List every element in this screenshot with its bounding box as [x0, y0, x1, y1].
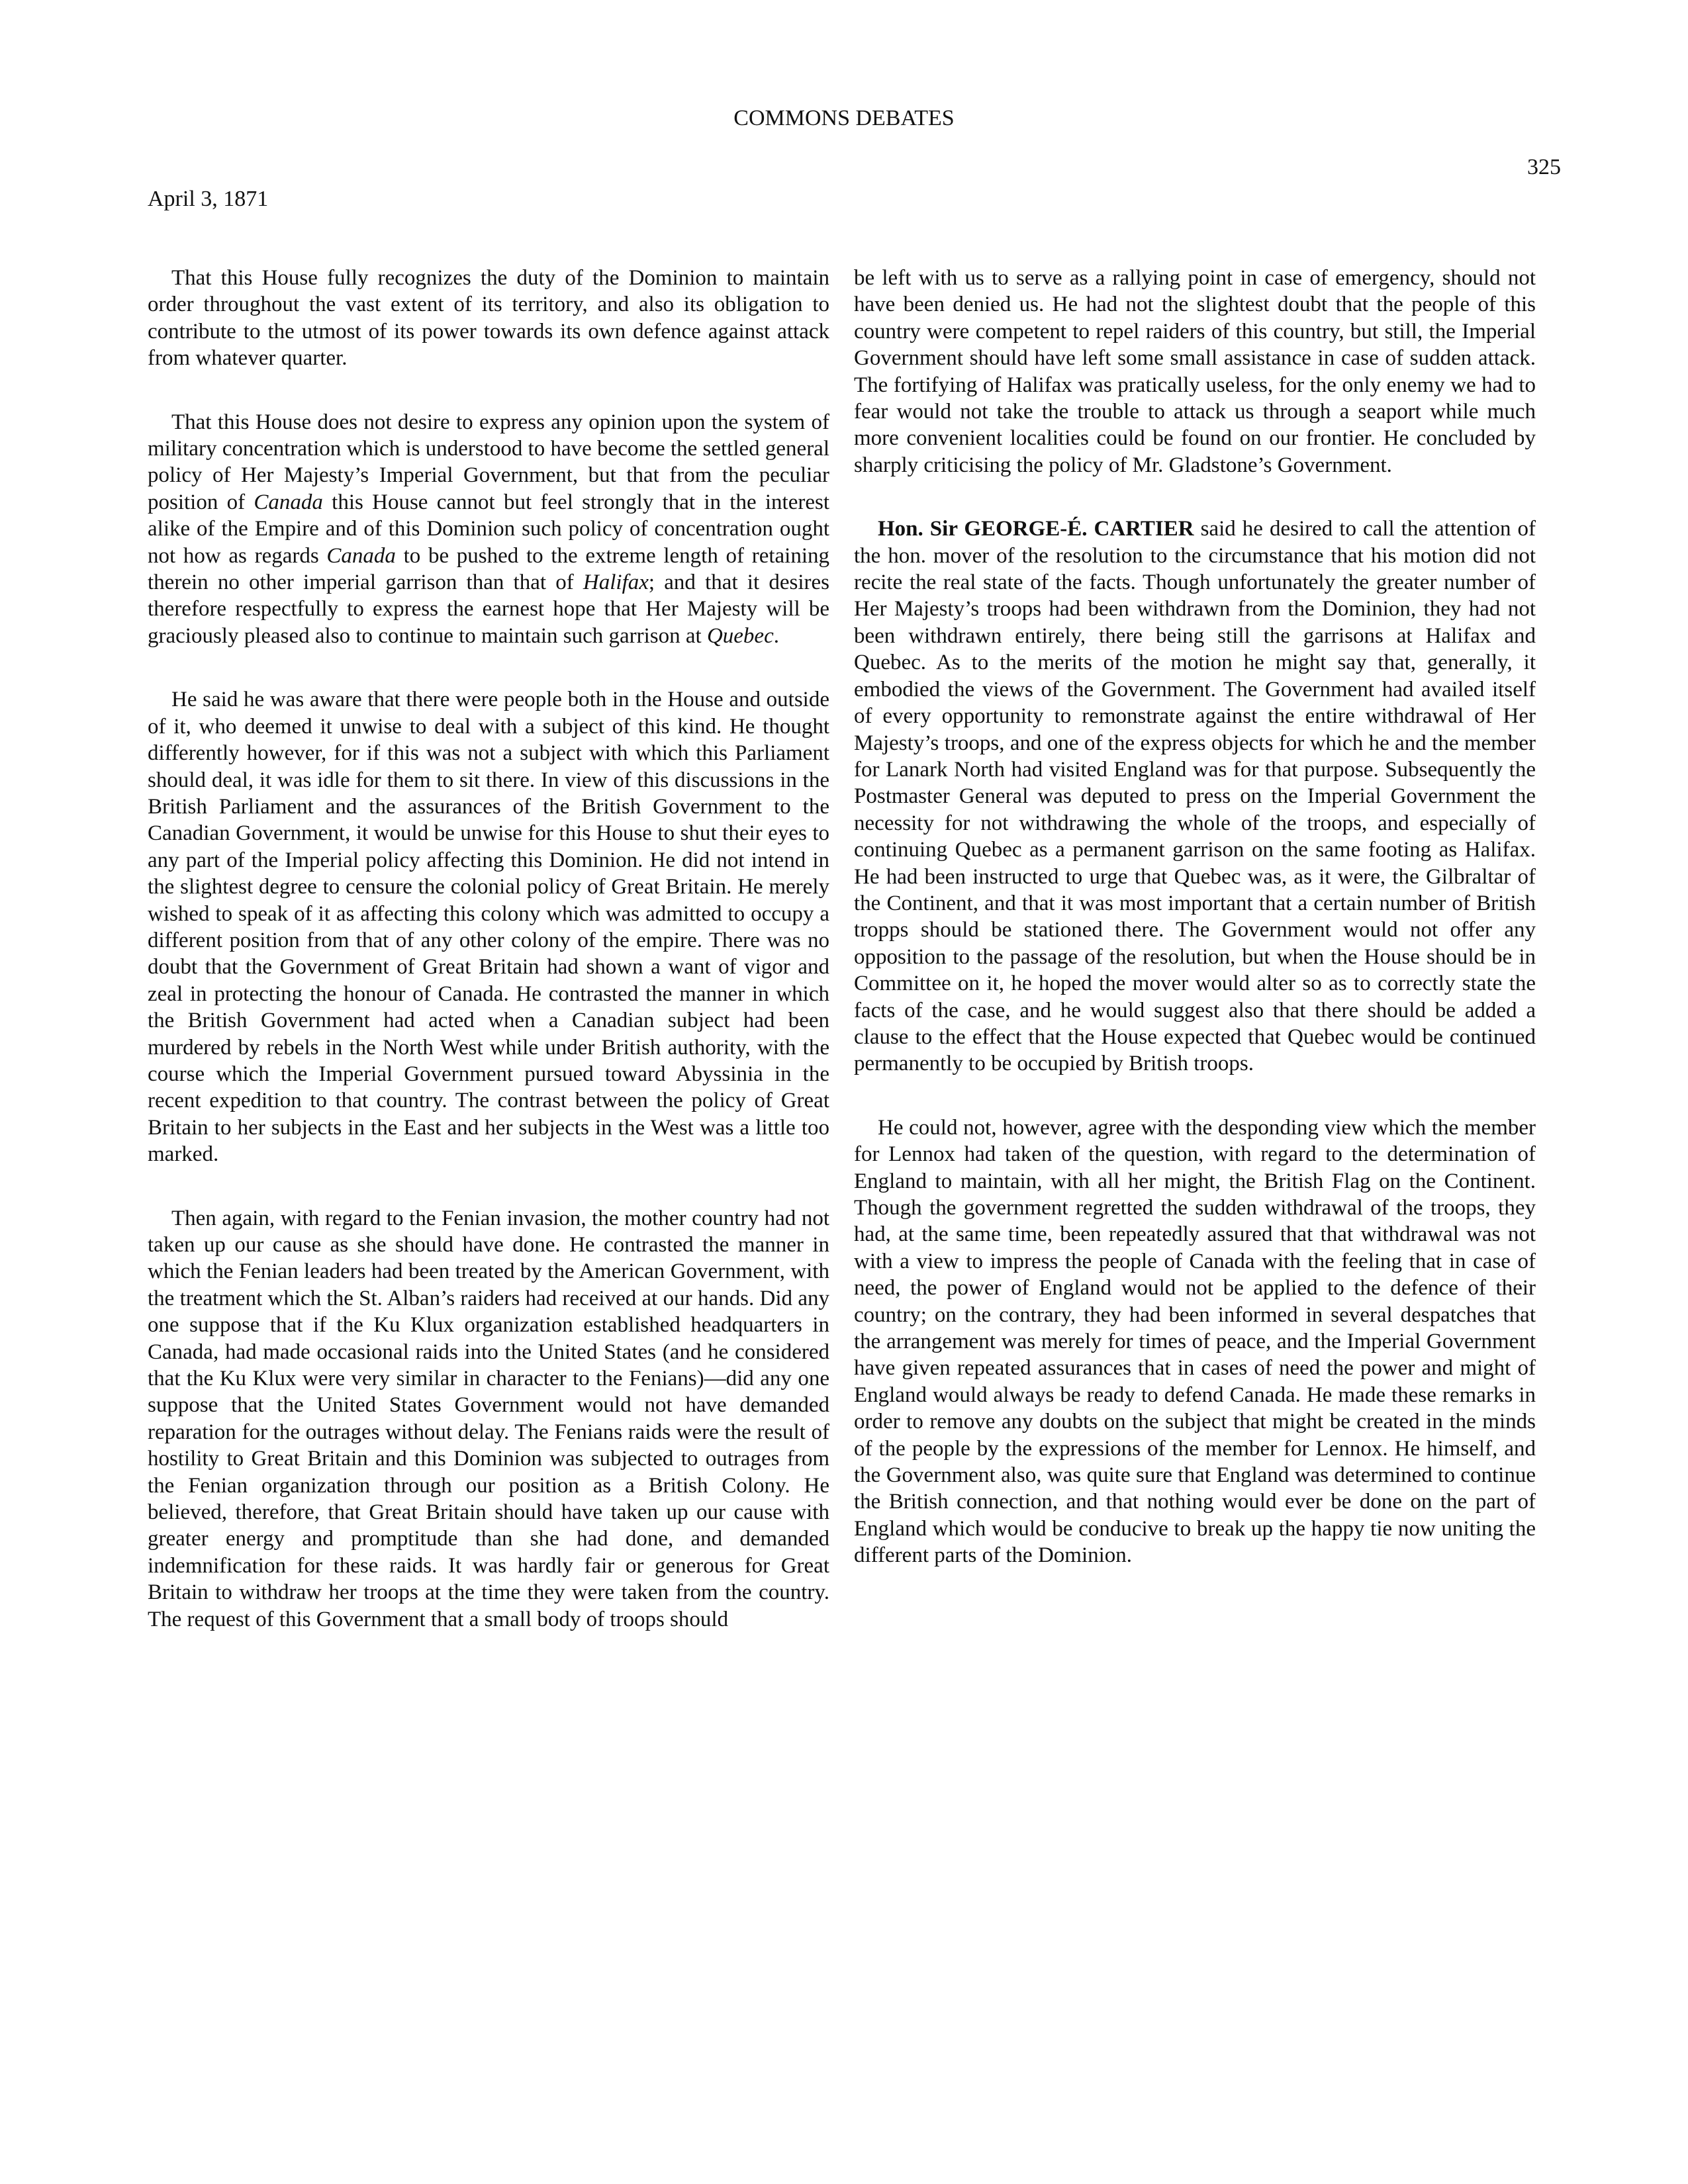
page-date: April 3, 1871 — [148, 187, 269, 211]
resolution-paragraph-2 — [148, 409, 829, 650]
speech-paragraph: He said he was aware that there were people both in the House and outside of it, who deemed it unwise to deal with a subject of this kind. He thought differently however, for if this was not a subject with which this Parliament should deal, it was idle for them to sit there. In view of this discussions in the British Parliament and the assurances of the British Government to the Canadian Government, it would be unwise for this House to shut their eyes to any part of the Imperial policy affecting this Dominion. He did not intend in the slightest degree to censure the colonial policy of Great Britain. He merely wished to speak of it as affecting this colony which was admitted to occupy a different position from that of any other colony of the empire. There was no doubt that the Government of Great Britain had shown a want of vigor and zeal in protecting the honour of Canada. He contrasted the manner in which the British Government had acted when a Canadian subject had been murdered by rebels in the North West while under British authority, with the course which the Imperial Government pursued toward Abyssinia in the recent expedition to that country. The contrast between the policy of Great Britain to her subjects in the East and her subjects in the West was a little too marked. — [148, 688, 829, 1167]
resolution-italic-place: Canada — [326, 543, 396, 568]
left-column — [148, 265, 829, 1633]
resolution-paragraph-1: That this House fully recognizes the duty of the Dominion to maintain order throughout the vast extent of its territory, and also its obligation to contribute to the utmost of its power towards its own defence against attack from whatever quarter. — [148, 266, 829, 371]
resolution-text: this House cannot but feel strongly that in the interest alike of the Empire and of this Dominion such policy of concentration ought not how as regards — [148, 490, 829, 568]
cartier-speech-paragraph — [854, 516, 1536, 1077]
speech-paragraph: Then again, with regard to the Fenian invasion, the mother country had not taken up our cause as she should have done. He contrasted the manner in which the Fenian leaders had been treated by the American Government, with the treatment which the St. Alban’s raiders had received at our hands. Did any one suppose that if the Ku Klux organization established headquarters in Canada, had made occasional raids into the United States (and he considered that the Ku Klux were very similar in character to the Fenians)—did any one suppose that the United States Government would not have demanded reparation for the outrages without delay. The Fenians raids were the result of hostility to Great Britain and this Dominion was subjected to outrages from the Fenian organization through our position as a British Colony. He believed, therefore, that Great Britain should have taken up our cause with greater energy and promptitude than she had done, and demanded indemnification for these raids. It was hardly fair or generous for Great Britain to withdraw her troops at the time they were taken from the country. The request of this Government that a small body of troops should — [148, 1206, 829, 1631]
running-head: COMMONS DEBATES — [733, 106, 955, 130]
speech-continuation: be left with us to serve as a rallying point in case of emergency, should not have been denied us. He had not the slightest doubt that the people of this country were competent to repel raiders of this country, but still, the Imperial Government should have left some small assistance in case of sudden attack. The fortifying of Halifax was pratically useless, for the only enemy we had to fear would not take the trouble to attack us through a seaport while much more convenient localities could be found on our frontier. He concluded by sharply criticising the policy of Mr. Gladstone’s Government. — [854, 266, 1536, 477]
resolution-italic-place: Halifax — [583, 570, 649, 595]
resolution-text: . — [773, 623, 779, 648]
page-number: 325 — [1527, 155, 1561, 179]
right-column — [854, 265, 1536, 1569]
resolution-text: That this House does not desire to express any opinion upon the system of military concentration which is understood to have become the settled general policy of Her Majesty’s Imperial Government, but that from the peculiar position of — [148, 410, 829, 514]
speech-text: said he desired to call the attention of the hon. mover of the resolution to the circumstance that his motion did not recite the real state of the facts. Though unfortunately the greater number of Her Majesty’s troops had been withdrawn from the Dominion, they had not been withdrawn entirely, there being still the garrisons at Halifax and Quebec. As to the merits of the motion he might say that, generally, it embodied the views of the Government. The Government had availed itself of every opportunity to remonstrate against the entire withdrawal of Her Majesty’s troops, and one of the express objects for which he and the member for Lanark North had visited England was for that purpose. Subsequently the Postmaster General was deputed to press on the Imperial Government the necessity for not withdrawing the whole of the troops, and especially of continuing Quebec as a permanent garrison on the same footing as Halifax. He had been instructed to urge that Quebec was, as it were, the Gilbraltar of the Continent, and that it was most important that a certain number of British tropps should be stationed there. The Government would not offer any opposition to the passage of the resolution, but when the House should be in Committee on it, he hoped the mover would alter so as to correctly state the facts of the case, and he would suggest also that there should be added a clause to the effect that the House expected that Quebec would be continued permanently to be occupied by British troops. — [854, 517, 1536, 1076]
resolution-italic-place: Quebec — [706, 623, 774, 648]
speech-paragraph: He could not, however, agree with the desponding view which the member for Lennox had taken of the question, with regard to the determination of England to maintain, with all her might, the British Flag on the Continent. Though the government regretted the sudden withdrawal of the troops, they had, at the same time, been repeatedly assured that that withdrawal was not with a view to impress the people of Canada with the feeling that in case of need, the power of England would not be applied to the defence of their country; on the contrary, they had been informed in several despatches that the arrangement was merely for times of peace, and the Imperial Government have given repeated assurances that in cases of need the power and might of England would always be ready to defend Canada. He made these remarks in order to remove any doubts on the subject that might be created in the minds of the people by the expressions of the member for Lennox. He himself, and the Government also, was quite sure that England was determined to continue the British connection, and that nothing would ever be done on the part of England which would be conducive to break up the happy tie now uniting the different parts of the Dominion. — [854, 1115, 1536, 1568]
resolution-text: ; and that it desires therefore respectfully to express the earnest hope that Her Majesty will be graciously pleased also to continue to maintain such garrison at — [148, 570, 829, 648]
resolution-italic-place: Canada — [254, 490, 323, 514]
resolution-text: to be pushed to the extreme length of retaining therein no other imperial garrison than that of — [148, 543, 829, 595]
speaker-name: Hon. Sir GEORGE-É. CARTIER — [878, 517, 1194, 541]
